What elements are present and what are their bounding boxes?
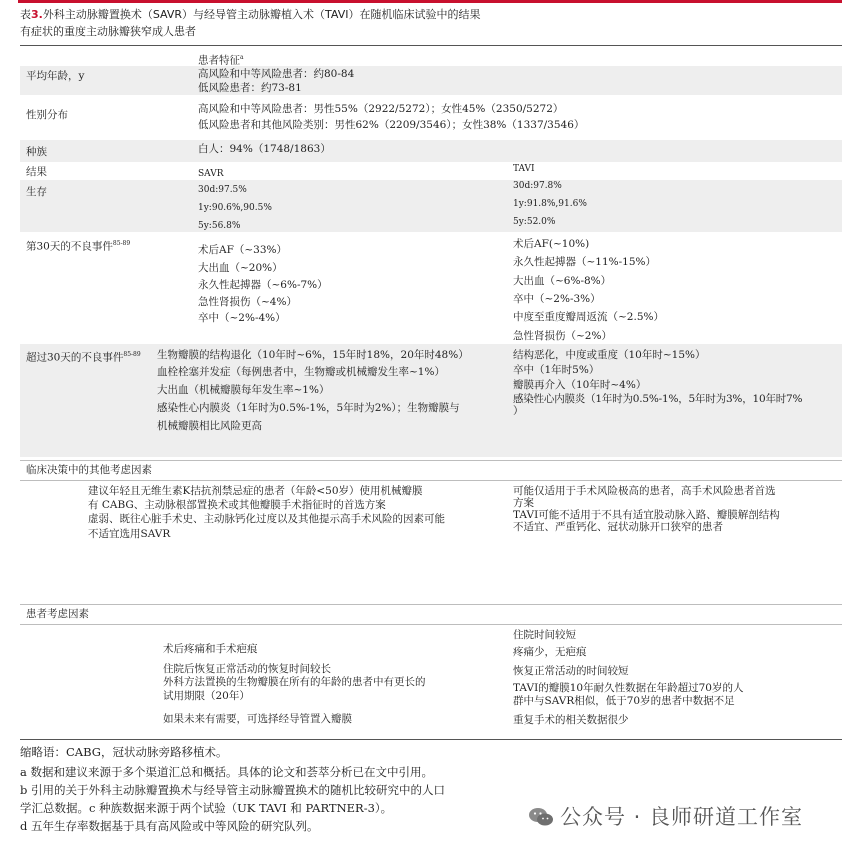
tavi-ae30plus-item: 感染性心内膜炎（1年时为0.5%-1%，5年时为3%，10年时7% <box>513 393 803 405</box>
tavi-patient-line: 住院时间较短 <box>513 629 576 641</box>
race-value: 白人：94%（1748/1863） <box>198 143 331 155</box>
tavi-ae30-item: 卒中（~2%-3%） <box>513 293 601 305</box>
row-label-sex: 性别分布 <box>26 109 68 121</box>
savr-ae30plus-item: 血栓栓塞并发症（每例患者中，生物瓣或机械瓣发生率~1%） <box>157 366 445 378</box>
column-header: 患者特征$^a$ <box>198 54 244 67</box>
tavi-patient-line: TAVI的瓣膜10年耐久性数据在年龄超过70岁的人 <box>513 682 744 694</box>
tavi-ae30plus-item: ） <box>513 405 524 417</box>
row-label-outcome: 结果 <box>26 166 47 178</box>
divider <box>20 45 842 46</box>
savr-patient-line: 住院后恢复正常活动的恢复时间较长 <box>163 663 331 675</box>
tavi-clinical-line: TAVI可能不适用于不具有适宜股动脉入路、瓣膜解剖结构 <box>513 509 780 521</box>
savr-survival: 30d:97.5% <box>198 185 247 195</box>
row-label-race: 种族 <box>26 146 47 158</box>
savr-patient-line: 外科方法置换的生物瓣膜在所有的年龄的患者中有更长的 <box>163 676 426 688</box>
age-line: 高风险和中等风险患者：约80-84 <box>198 68 355 80</box>
tavi-ae30-item: 永久性起搏器（~11%-15%） <box>513 256 657 268</box>
tavi-patient-line: 恢复正常活动的时间较短 <box>513 665 629 677</box>
row-band-survival <box>20 180 842 232</box>
tavi-clinical-line: 不适宜、严重钙化、冠状动脉开口狭窄的患者 <box>513 521 723 533</box>
row-label-ae30: 第30天的不良事件$^{85-89}$ <box>26 240 131 253</box>
tavi-ae30plus-item: 瓣膜再介入（10年时~4%） <box>513 379 647 391</box>
savr-ae30plus-item: 大出血（机械瓣膜每年发生率~1%） <box>157 384 330 396</box>
savr-ae30-item: 急性肾损伤（~4%） <box>198 296 297 308</box>
divider <box>20 480 842 481</box>
divider <box>20 624 842 625</box>
savr-survival: 5y:56.8% <box>198 221 241 231</box>
sex-line: 低风险患者和其他风险类别：男性62%（2209/3546）；女性38%（1337/3546） <box>198 119 585 131</box>
footnote: b 引用的关于外科主动脉瓣置换术与经导管主动脉瓣置换术的随机比较研究中的人口 <box>20 783 446 797</box>
tavi-clinical-line: 可能仅适用于手术风险极高的患者，高手术风险患者首选 <box>513 485 776 497</box>
savr-header: SAVR <box>198 169 224 179</box>
savr-clinical-line: 有 CABG、主动脉根部置换术或其他瓣膜手术指征时的首选方案 <box>88 499 386 511</box>
savr-ae30plus-item: 生物瓣膜的结构退化（10年时~6%，15年时18%，20年时48%） <box>157 349 469 361</box>
tavi-ae30-item: 中度至重度瓣周返流（~2.5%） <box>513 311 664 323</box>
divider <box>20 460 842 461</box>
footnote: 缩略语：CABG，冠状动脉旁路移植术。 <box>20 745 228 759</box>
savr-ae30-item: 永久性起搏器（~6%-7%） <box>198 279 328 291</box>
savr-ae30plus-item: 机械瓣膜相比风险更高 <box>157 420 262 432</box>
savr-patient-line: 如果未来有需要，可选择经导管置入瓣膜 <box>163 713 352 725</box>
tavi-clinical-line: 方案 <box>513 497 534 509</box>
savr-survival: 1y:90.6%,90.5% <box>198 203 272 213</box>
tavi-survival: 30d:97.8% <box>513 181 562 191</box>
top-accent-rule <box>18 0 842 3</box>
age-line: 低风险患者：约73-81 <box>198 82 302 94</box>
row-label-clinical: 临床决策中的其他考虑因素 <box>26 464 152 476</box>
row-label-patient: 患者考虑因素 <box>26 608 89 620</box>
tavi-ae30plus-item: 结构恶化，中度或重度（10年时~15%） <box>513 349 706 361</box>
tavi-ae30-item: 术后AF(~10%) <box>513 238 590 250</box>
savr-ae30-item: 卒中（~2%-4%） <box>198 312 286 324</box>
tavi-patient-line: 群中与SAVR相似，低于70岁的患者中数据不足 <box>513 695 735 707</box>
tavi-ae30plus-item: 卒中（1年时5%） <box>513 364 600 376</box>
savr-patient-line: 术后疼痛和手术疤痕 <box>163 643 258 655</box>
table-title: 表3.外科主动脉瓣置换术（SAVR）与经导管主动脉瓣植入术（TAVI）在随机临床试验中的结果 <box>20 8 481 21</box>
row-label-ae30plus: 超过30天的不良事件$^{85-89}$ <box>26 351 141 364</box>
tavi-ae30-item: 大出血（~6%-8%） <box>513 275 612 287</box>
sex-line: 高风险和中等风险患者：男性55%（2922/5272）；女性45%（2350/5272） <box>198 103 564 115</box>
footnote: a 数据和建议来源于多个渠道汇总和概括。具体的论文和荟萃分析已在文中引用。 <box>20 765 434 779</box>
table-subtitle: 有症状的重度主动脉瓣狭窄成人患者 <box>20 25 196 38</box>
watermark: 公众号 · 良师研道工作室 <box>528 801 803 831</box>
footnote: 学汇总数据。c 种族数据来源于两个试验（UK TAVI 和 PARTNER-3）。 <box>20 801 393 815</box>
tavi-survival: 1y:91.8%,91.6% <box>513 199 587 209</box>
savr-clinical-line: 虚弱、既往心脏手术史、主动脉钙化过度以及其他提示高手术风险的因素可能 <box>88 513 445 525</box>
savr-patient-line: 试用期限（20年） <box>163 690 250 702</box>
row-label-survival: 生存 <box>26 186 47 198</box>
savr-clinical-line: 建议年轻且无维生素K拮抗剂禁忌症的患者（年龄<50岁）使用机械瓣膜 <box>88 485 423 497</box>
row-band-race <box>20 140 842 162</box>
divider <box>20 604 842 605</box>
tavi-survival: 5y:52.0% <box>513 217 556 227</box>
row-band-age <box>20 66 842 95</box>
tavi-patient-line: 重复手术的相关数据很少 <box>513 714 629 726</box>
tavi-header: TAVI <box>513 164 535 174</box>
savr-ae30plus-item: 感染性心内膜炎（1年时为0.5%-1%，5年时为2%）；生物瓣膜与 <box>157 402 460 414</box>
tavi-patient-line: 疼痛少，无疤痕 <box>513 646 587 658</box>
tavi-ae30-item: 急性肾损伤（~2%） <box>513 330 612 342</box>
row-label-age: 平均年龄，y <box>26 70 85 82</box>
savr-clinical-line: 不适宜选用SAVR <box>88 528 171 540</box>
wechat-icon <box>528 807 554 827</box>
divider <box>20 739 842 740</box>
footnote: d 五年生存率数据基于具有高风险或中等风险的研究队列。 <box>20 819 319 833</box>
savr-ae30-item: 术后AF（~33%） <box>198 244 288 256</box>
savr-ae30-item: 大出血（~20%） <box>198 262 283 274</box>
